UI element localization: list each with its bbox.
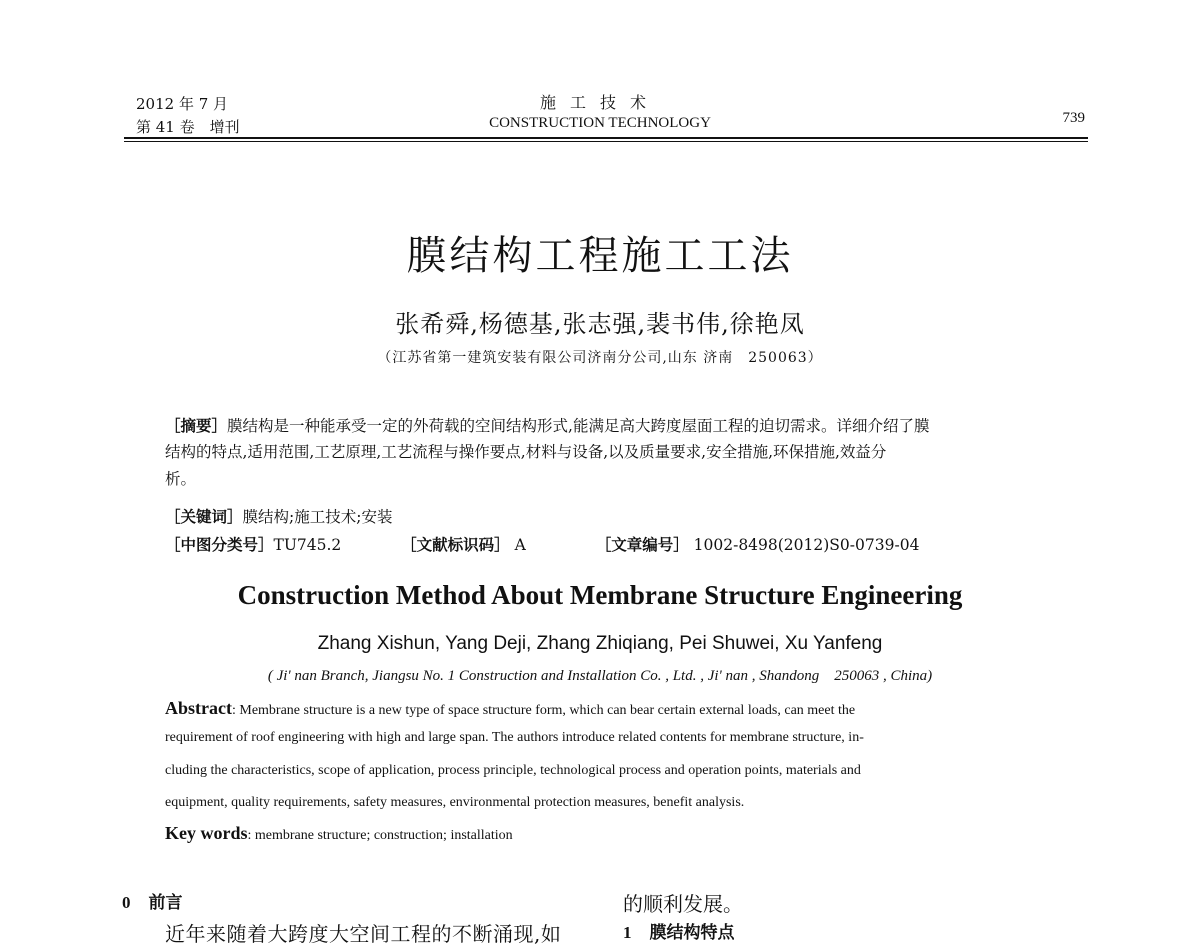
- section-1-number: 1: [623, 923, 632, 942]
- header-rule-thick: [124, 137, 1088, 139]
- keywords-en-text: : membrane structure; construction; installation: [247, 828, 513, 843]
- abstract-en-label: Abstract: [165, 698, 232, 718]
- header-volume: 第 41 卷 增刊: [136, 118, 240, 136]
- abstract-en-line-4: equipment, quality requirements, safety measures, environmental protection measures, benefit analysis.: [165, 795, 745, 810]
- classification-line: [165, 533, 1085, 555]
- journal-name-cn: 施工技术: [539, 93, 660, 112]
- section-1-title: 膜结构特点: [649, 923, 735, 943]
- keywords-en: [165, 823, 513, 844]
- keywords-cn-text: 膜结构;施工技术;安装: [242, 508, 393, 526]
- journal-name-en: CONSTRUCTION TECHNOLOGY: [489, 115, 711, 131]
- affiliation-en: ( Ji' nan Branch, Jiangsu No. 1 Construction and Installation Co. , Ltd. , Ji' nan , Shandong 250063 , China): [267, 668, 933, 684]
- abstract-cn-line-1: [165, 412, 1085, 440]
- abstract-en-text-1: : Membrane structure is a new type of space structure form, which can bear certain external loads, can meet the: [231, 703, 856, 718]
- article-number-value: 1002-8498(2012)S0-0739-04: [688, 536, 920, 554]
- abstract-en-line-1: [165, 698, 1085, 719]
- section-0-number: 0: [122, 893, 131, 912]
- clc-label: ［中图分类号］: [165, 535, 274, 554]
- keywords-en-label: Key words: [165, 823, 248, 843]
- paper-title-cn: 膜结构工程施工工法: [406, 233, 794, 279]
- header-rule-thin: [124, 141, 1088, 142]
- affiliation-cn: （江苏省第一建筑安装有限公司济南分公司,山东 济南 250063）: [377, 350, 823, 366]
- authors-en: Zhang Xishun, Yang Deji, Zhang Zhiqiang, Pei Shuwei, Xu Yanfeng: [317, 633, 883, 654]
- article-number-label: ［文章编号］: [595, 535, 689, 554]
- body-right-line-1: 的顺利发展。: [623, 892, 743, 916]
- header-date: 2012 年 7 月: [136, 95, 229, 113]
- doc-code-value: A: [509, 536, 526, 554]
- keywords-cn: [165, 505, 392, 527]
- body-left-line-1: 近年来随着大跨度大空间工程的不断涌现,如: [165, 922, 562, 946]
- abstract-cn-text-1: 膜结构是一种能承受一定的外荷载的空间结构形式,能满足高大跨度屋面工程的迫切需求。详细介绍了膜: [227, 417, 930, 435]
- page-number: 739: [1062, 110, 1085, 126]
- authors-cn: 张希舜,杨德基,张志强,裴书伟,徐艳凤: [395, 310, 805, 338]
- clc-value: TU745.2: [273, 536, 342, 554]
- abstract-cn-line-3: 析。: [165, 470, 197, 488]
- section-1-heading: [623, 918, 735, 943]
- abstract-cn-label: ［摘要］: [165, 416, 228, 435]
- doc-code-label: ［文献标识码］: [401, 535, 510, 554]
- keywords-cn-label: ［关键词］: [165, 507, 243, 526]
- section-0-heading: [122, 888, 183, 913]
- paper-title-en: Construction Method About Membrane Structure Engineering: [237, 580, 963, 610]
- section-0-title: 前言: [148, 893, 183, 913]
- abstract-en-line-2: requirement of roof engineering with high and large span. The authors introduce related contents for membrane structure, in-: [165, 730, 864, 745]
- abstract-cn-line-2: 结构的特点,适用范围,工艺原理,工艺流程与操作要点,材料与设备,以及质量要求,安全措施,环保措施,效益分: [165, 443, 887, 461]
- abstract-en-line-3: cluding the characteristics, scope of application, process principle, technological process and operation points, materials and: [165, 763, 861, 778]
